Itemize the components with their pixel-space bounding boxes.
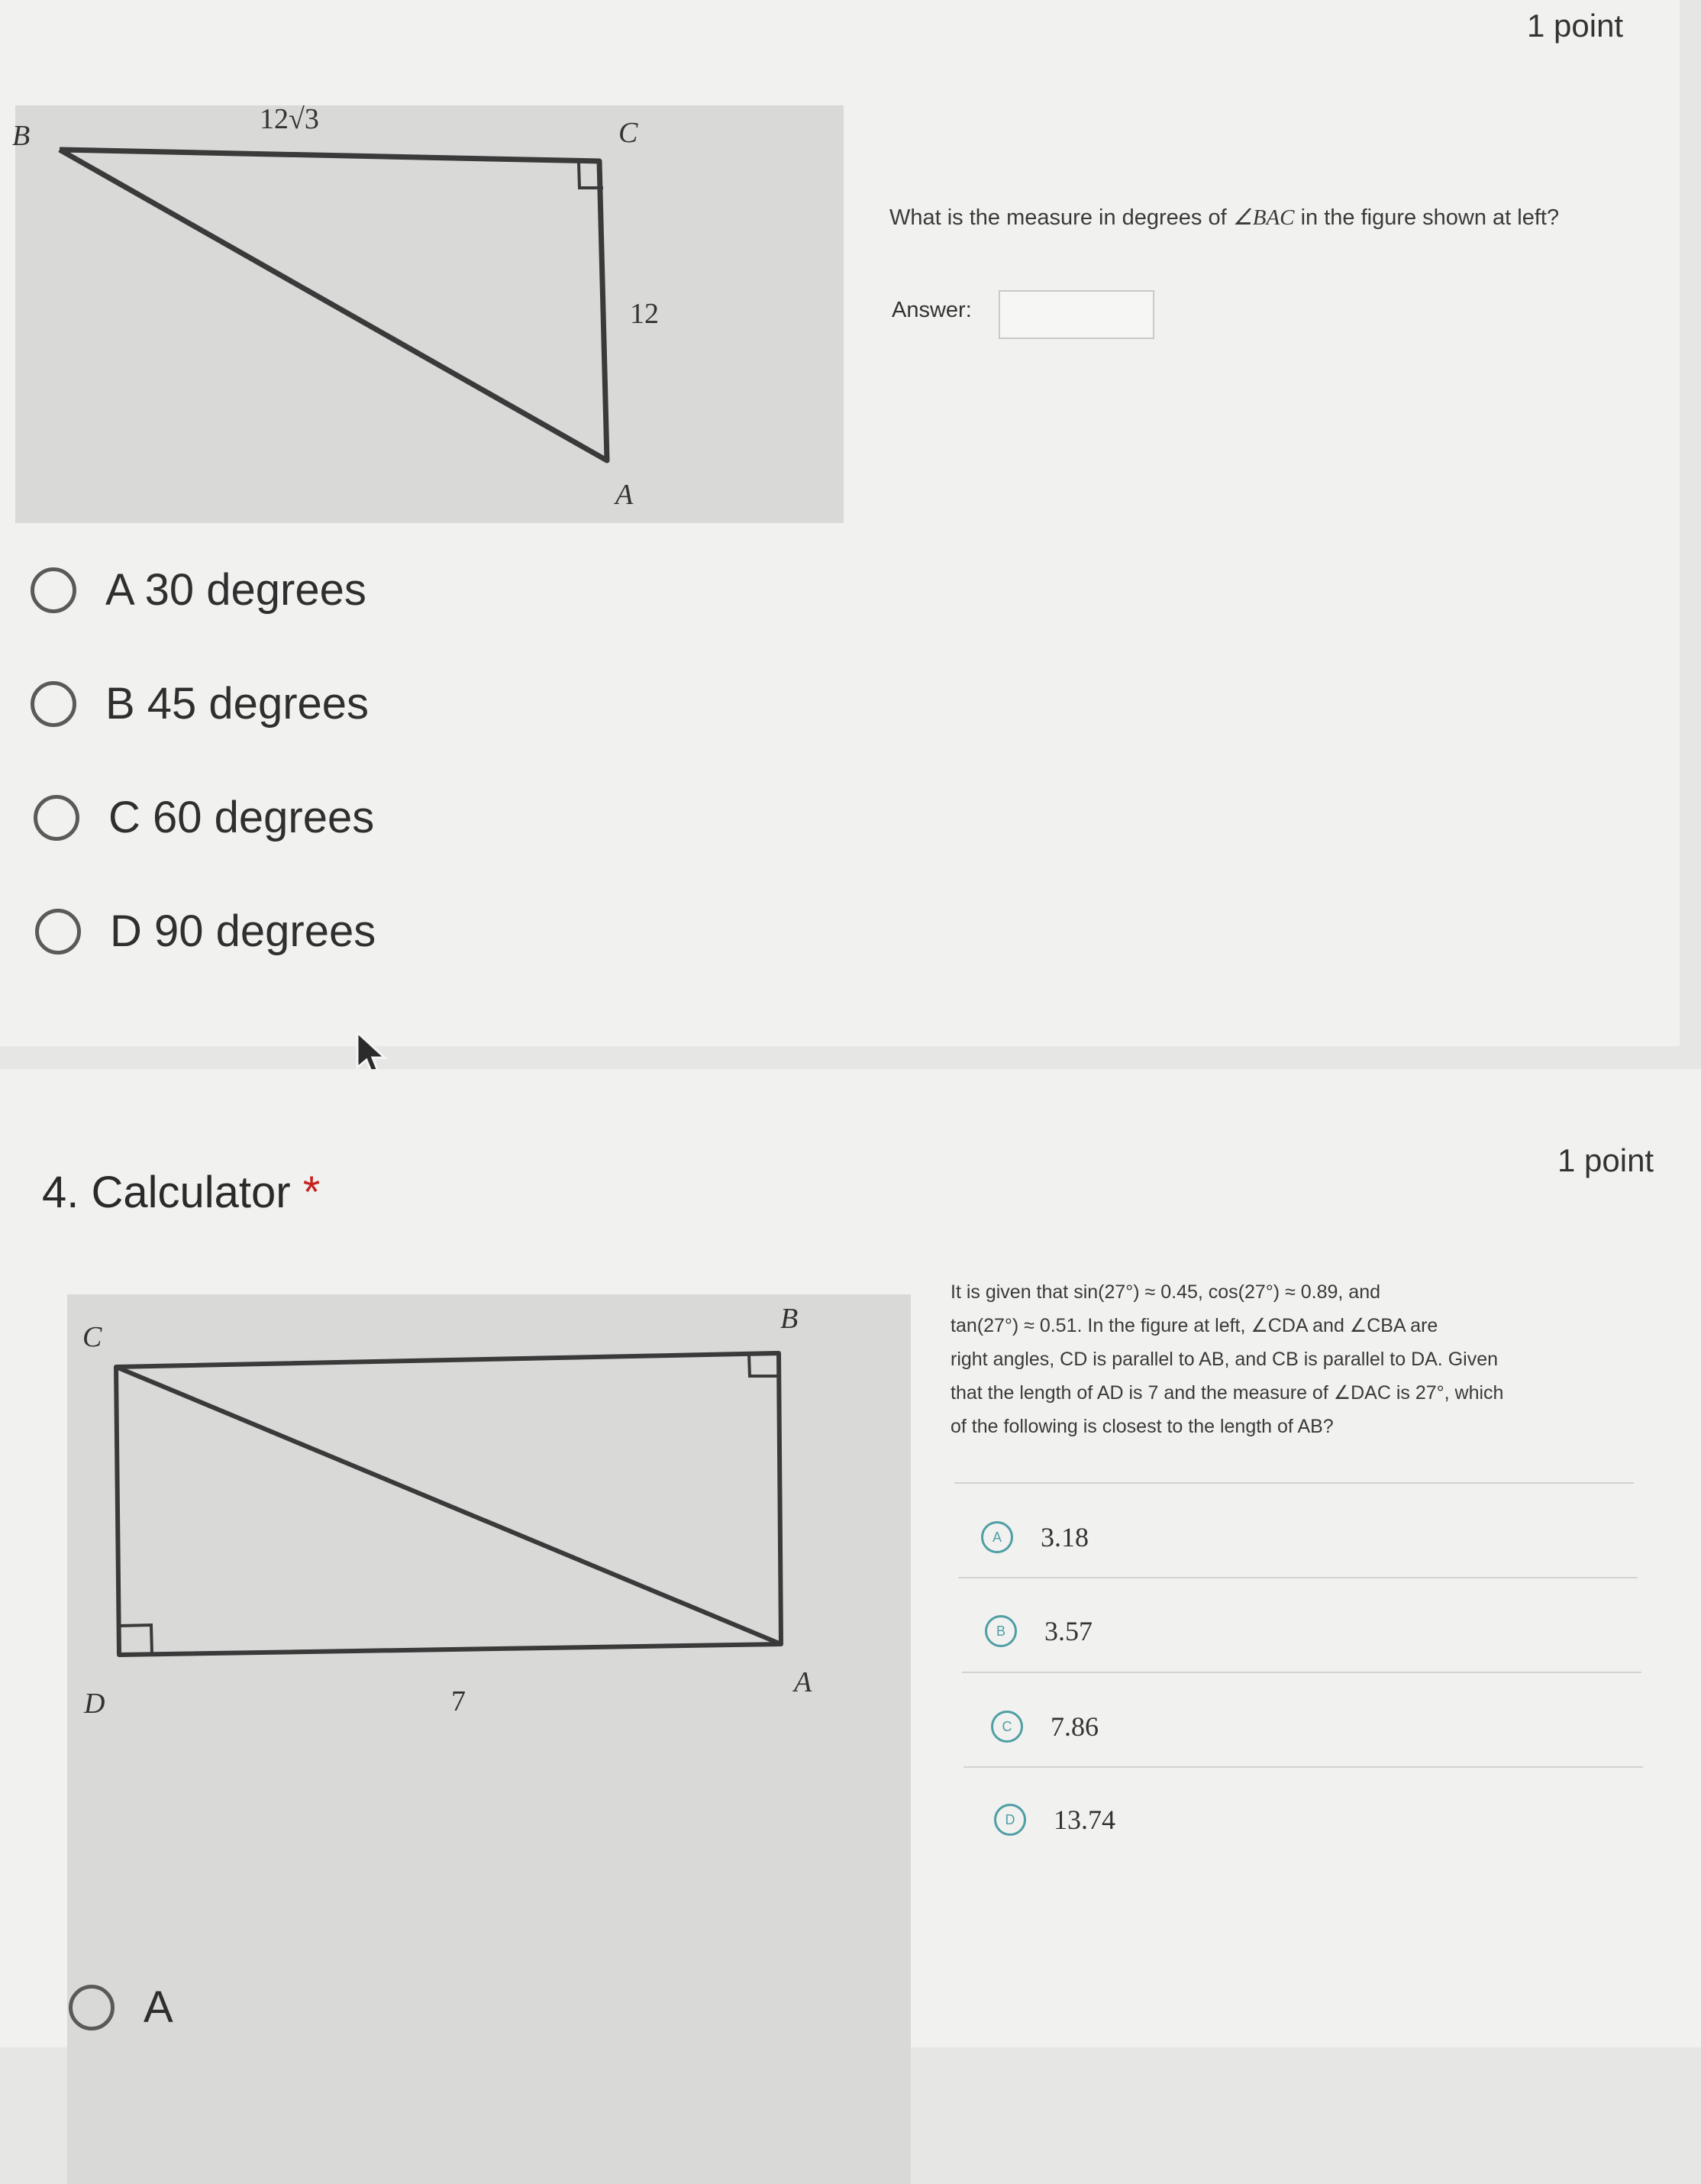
rectangle-cbad-diagram xyxy=(67,1294,911,2184)
vertex-c-label: C xyxy=(82,1321,102,1353)
choice-d-value: 13.74 xyxy=(1054,1804,1115,1835)
vertex-c-label: C xyxy=(618,117,638,149)
radio-circle-icon[interactable] xyxy=(31,681,76,727)
vertex-d-label: D xyxy=(84,1688,105,1720)
side-da-label: 7 xyxy=(451,1685,466,1717)
question-4-title-text: 4. Calculator xyxy=(42,1168,291,1217)
answer-box xyxy=(999,290,1154,339)
prompt-text-start: What is the measure in degrees of xyxy=(889,205,1233,230)
option-a[interactable] xyxy=(69,1982,173,2033)
question-4-figure xyxy=(67,1294,911,2184)
radio-circle-icon[interactable] xyxy=(34,795,79,841)
choice-a-value: 3.18 xyxy=(1041,1522,1089,1552)
question-4-title xyxy=(42,1167,320,1218)
radio-circle-icon[interactable] xyxy=(35,909,81,955)
prompt-line: that the length of AD is 7 and the measure of ∠DAC is 27°, which xyxy=(951,1382,1504,1404)
prompt-line: It is given that sin(27°) ≈ 0.45, cos(27°) ≈ 0.89, and xyxy=(951,1281,1381,1303)
vertex-a-label: A xyxy=(615,479,634,511)
question-3-prompt xyxy=(889,200,1559,235)
divider xyxy=(954,1482,1634,1484)
choice-c-circle-icon[interactable]: C xyxy=(991,1711,1023,1743)
answer-label: Answer: xyxy=(892,298,972,322)
question-4-card xyxy=(0,1069,1701,2047)
choice-a-circle-icon[interactable]: A xyxy=(981,1521,1013,1553)
option-b[interactable] xyxy=(31,678,369,729)
question-3-figure xyxy=(12,103,844,523)
choice-c-value: 7.86 xyxy=(1051,1711,1099,1742)
radio-circle-icon[interactable] xyxy=(69,1985,115,2031)
question-4-prompt xyxy=(951,1275,1653,1443)
question-3-card xyxy=(0,0,1680,1046)
choice-d-circle-icon[interactable]: D xyxy=(994,1804,1026,1836)
choice-b-value: 3.57 xyxy=(1044,1616,1093,1646)
option-d-label: D 90 degrees xyxy=(110,906,376,956)
prompt-angle: ∠BAC xyxy=(1232,205,1295,230)
question-3-points: 1 point xyxy=(1527,8,1624,44)
divider xyxy=(963,1766,1643,1768)
choice-b[interactable] xyxy=(985,1615,1093,1647)
choice-b-circle-icon[interactable]: B xyxy=(985,1615,1017,1647)
side-ca-label: 12 xyxy=(630,298,659,330)
required-asterisk: * xyxy=(302,1168,321,1217)
triangle-outline xyxy=(60,150,607,460)
option-c-label: C 60 degrees xyxy=(108,793,375,842)
choice-a[interactable] xyxy=(981,1521,1089,1553)
prompt-line: right angles, CD is parallel to AB, and CB is parallel to DA. Given xyxy=(951,1349,1499,1370)
option-a[interactable] xyxy=(31,564,366,615)
prompt-line: of the following is closest to the length of AB? xyxy=(951,1416,1334,1437)
vertex-b-label: B xyxy=(12,120,31,152)
choice-c[interactable] xyxy=(991,1711,1099,1743)
radio-circle-icon[interactable] xyxy=(31,567,76,613)
side-bc-label: 12√3 xyxy=(260,103,319,135)
option-a-label: A 30 degrees xyxy=(105,565,366,615)
question-4-points: 1 point xyxy=(1557,1142,1654,1178)
vertex-b-label: B xyxy=(780,1303,799,1335)
prompt-line: tan(27°) ≈ 0.51. In the figure at left, ∠CDA and ∠CBA are xyxy=(951,1315,1438,1336)
triangle-bca-diagram xyxy=(12,103,844,523)
prompt-text-end: in the figure shown at left? xyxy=(1294,205,1560,230)
vertex-a-label: A xyxy=(794,1666,812,1698)
option-d[interactable] xyxy=(35,906,376,957)
divider xyxy=(958,1577,1638,1578)
option-c[interactable] xyxy=(34,792,374,843)
divider xyxy=(962,1672,1641,1673)
choice-d[interactable] xyxy=(994,1804,1115,1836)
option-b-label: B 45 degrees xyxy=(105,679,370,729)
option-a-label: A xyxy=(144,1982,173,2032)
